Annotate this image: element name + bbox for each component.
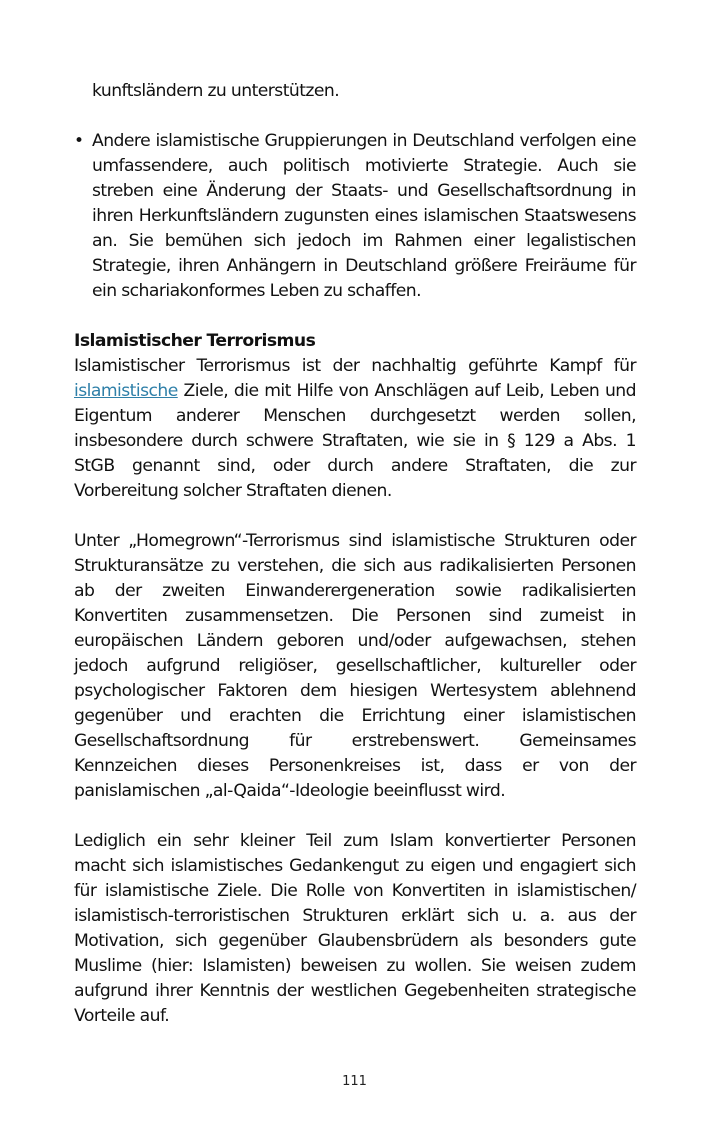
continued-text: kunftsländern zu unterstützen. — [92, 81, 340, 101]
bullet-item — [74, 129, 636, 304]
intro-text-before-link: Islamistischer Terrorismus ist der nachhaltig geführte Kampf für — [74, 356, 636, 376]
intro-text-after-link: Ziele, die mit Hilfe von Anschlägen auf Leib, Leben und Eigentum anderer Menschen durchgesetzt werden sollen, insbesondere durch schwere Straftaten, wie sie in § 129 a Abs. 1 StGB genannt sind, oder durch andere Straftaten, die zur Vorbereitung solcher Straftaten dienen. — [74, 381, 636, 501]
konvertiten-paragraph: Lediglich ein sehr kleiner Teil zum Islam konvertierter Personen macht sich islamistisches Gedankengut zu eigen und engagiert sich für islamistische Ziele. Die Rolle von Konvertiten in islamistischen/ islamistisch-terroristischen Strukturen erklärt sich u. a. aus der Motivation, sich gegenüber Glaubensbrüdern als besonders gute Muslime (hier: Islamisten) beweisen zu wollen. Sie weisen zudem aufgrund ihrer Kenntnis der westlichen Gegebenheiten strategische Vorteile auf. — [74, 831, 636, 1026]
homegrown-paragraph: Unter „Homegrown“-Terrorismus sind islamistische Strukturen oder Strukturansätze zu verstehen, die sich aus radikalisierten Personen ab der zweiten Einwanderergeneration sowie radikalisierten Konvertiten zusammensetzen. Die Personen sind zumeist in europäischen Ländern geboren und/oder aufgewachsen, stehen jedoch aufgrund religiöser, gesellschaftlicher, kultureller oder psychologischer Faktoren dem hiesigen Wertesystem ablehnend gegenüber und erachten die Errichtung einer islamistischen Gesellschaftsordnung für erstrebenswert. Gemeinsames Kennzeichen dieses Personenkreises ist, dass er von der panislamischen „al-Qaida“-Ideologie beeinflusst wird. — [74, 531, 636, 801]
bullet-text: Andere islamistische Gruppierungen in Deutschland verfolgen eine umfassendere, auch politisch motivierte Strategie. Auch sie streben eine Änderung der Staats- und Gesellschaftsordnung in ihren Herkunftsländern zugunsten eines islamischen Staatswesens an. Sie bemühen sich jedoch im Rahmen einer legalistischen Strategie, ihren Anhängern in Deutschland größere Freiräume für ein schariakonformes Leben zu schaffen. — [92, 131, 636, 301]
islamistische-link[interactable]: islamistische — [74, 381, 178, 401]
page-number: 111 — [342, 1074, 367, 1089]
section-heading: Islamistischer Terrorismus — [74, 331, 316, 351]
section-intro-paragraph — [74, 354, 636, 504]
bullet-list — [74, 129, 636, 304]
bullet-marker: • — [74, 131, 85, 151]
document-page — [74, 79, 636, 1029]
